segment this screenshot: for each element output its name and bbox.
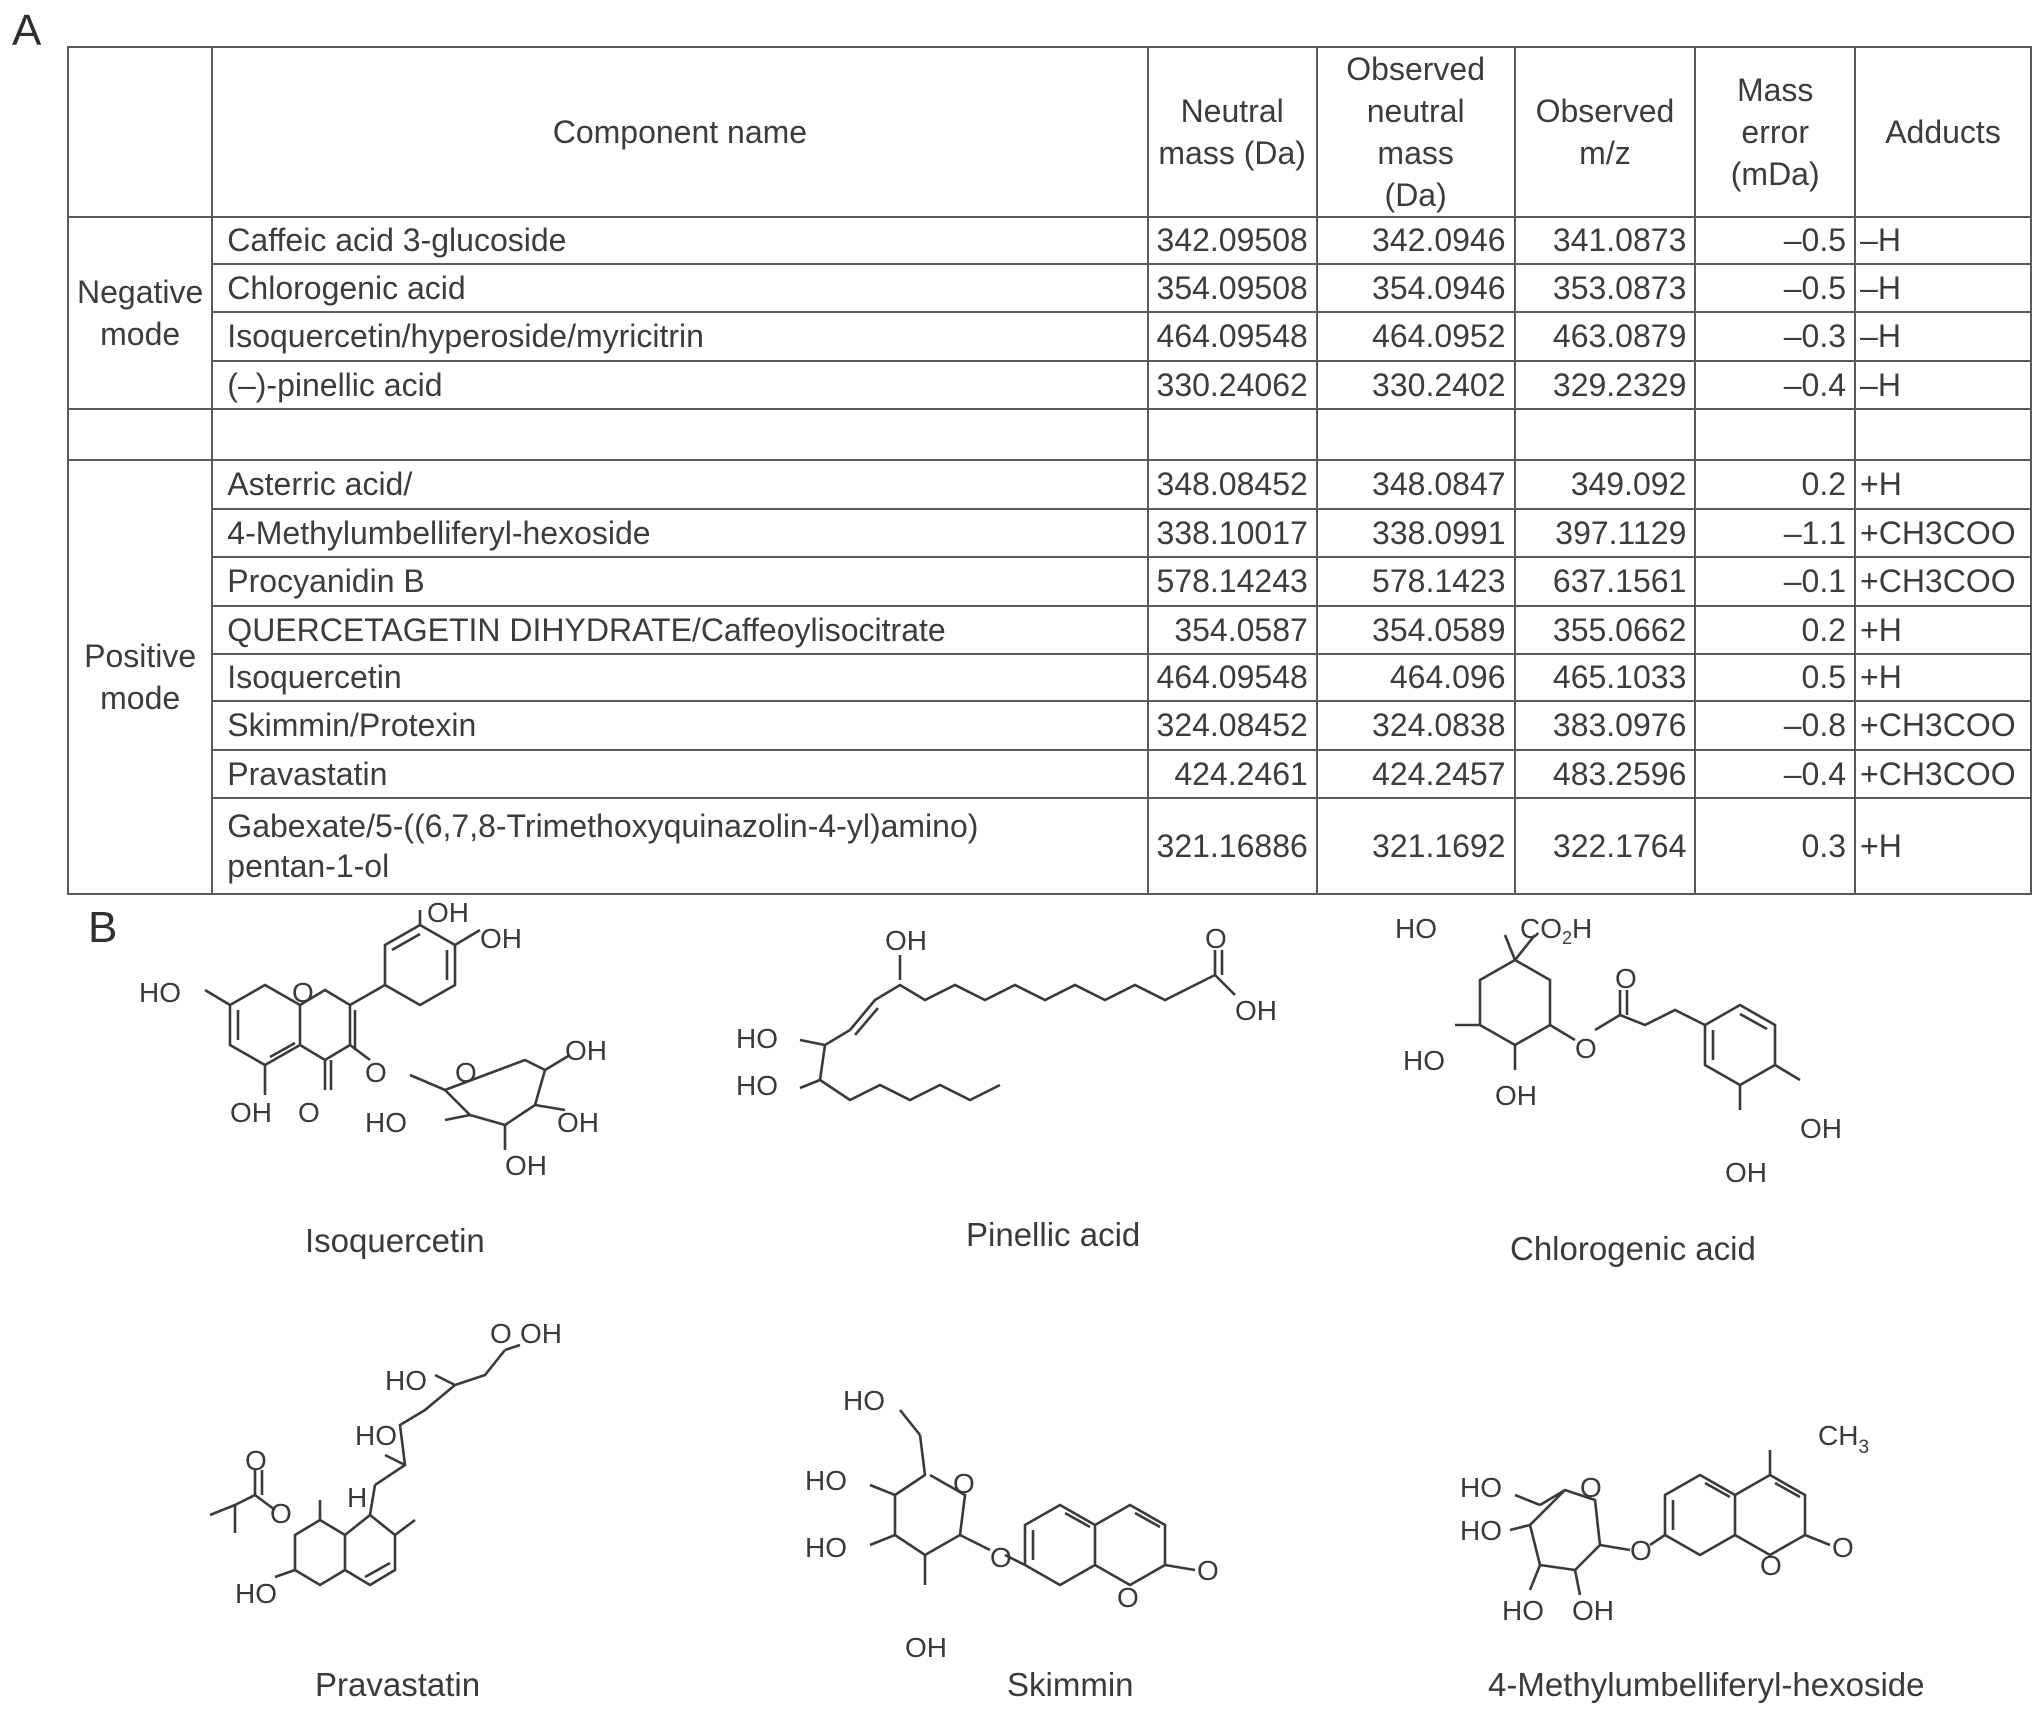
observed-mass: 424.2457 — [1317, 750, 1515, 798]
component-name: 4-Methylumbelliferyl-hexoside — [212, 509, 1147, 557]
neutral-mass: 348.08452 — [1148, 460, 1317, 509]
header-blank — [68, 47, 212, 217]
skimmin-label-oh-bottom: OH — [905, 1632, 947, 1663]
neutral-mass: 464.09548 — [1148, 312, 1317, 361]
table-row — [68, 312, 2031, 361]
mass-error: 0.2 — [1695, 606, 1855, 654]
chloro-label-o-carbonyl: O — [1615, 963, 1637, 994]
prava-label-o-carb: O — [245, 1445, 267, 1476]
methylumb-label-ch3: $CH_3$ — [1818, 1420, 1870, 1458]
observed-mass: 464.096 — [1317, 654, 1515, 701]
methylumb-caption: 4-Methylumbelliferyl-hexoside — [1488, 1666, 1925, 1703]
adduct: +CH3COO — [1855, 750, 2031, 798]
observed-mass: 354.0589 — [1317, 606, 1515, 654]
pinellic-label-oh-acid: OH — [1235, 995, 1277, 1026]
observed-mass: 342.0946 — [1317, 217, 1515, 264]
observed-mz: 483.2596 — [1515, 750, 1696, 798]
mass-error: –0.4 — [1695, 750, 1855, 798]
neutral-mass: 342.09508 — [1148, 217, 1317, 264]
chlorogenic-caption: Chlorogenic acid — [1510, 1230, 1756, 1267]
component-name: Asterric acid/ — [212, 460, 1147, 509]
isoq-label-oh-right: OH — [480, 923, 522, 954]
observed-mz: 355.0662 — [1515, 606, 1696, 654]
observed-mz: 463.0879 — [1515, 312, 1696, 361]
mass-error: –0.3 — [1695, 312, 1855, 361]
observed-mass: 321.1692 — [1317, 798, 1515, 894]
methylumb-label-o-carb: O — [1832, 1532, 1854, 1563]
component-name: Procyanidin B — [212, 557, 1147, 606]
mass-error: 0.3 — [1695, 798, 1855, 894]
observed-mz: 353.0873 — [1515, 264, 1696, 312]
isoq-label-o-sugar: O — [455, 1057, 477, 1088]
skimmin-label-ho-2: HO — [805, 1532, 847, 1563]
table-row — [68, 361, 2031, 409]
chloro-label-oh-ar2: OH — [1725, 1157, 1767, 1188]
results-table — [67, 46, 2032, 895]
table-row — [68, 509, 2031, 557]
skimmin-label-o-lactone: O — [1117, 1582, 1139, 1613]
skimmin-label-o-carb: O — [1197, 1555, 1219, 1586]
pinellic-label-o-acid: O — [1205, 923, 1227, 954]
adduct: –H — [1855, 312, 2031, 361]
mass-error: 0.5 — [1695, 654, 1855, 701]
adduct: +H — [1855, 798, 2031, 894]
component-name: Chlorogenic acid — [212, 264, 1147, 312]
chloro-label-oh-ar1: OH — [1800, 1113, 1842, 1144]
adduct: +CH3COO — [1855, 701, 2031, 750]
skimmin-drawing — [795, 1385, 1295, 1675]
header-mass-error: Mass error (mDa) — [1695, 47, 1855, 217]
observed-mz: 322.1764 — [1515, 798, 1696, 894]
table-row — [68, 264, 2031, 312]
header-adducts: Adducts — [1855, 47, 2031, 217]
table-row — [68, 701, 2031, 750]
table-row — [68, 460, 2031, 509]
adduct: +H — [1855, 460, 2031, 509]
component-name: Isoquercetin/hyperoside/myricitrin — [212, 312, 1147, 361]
table-row — [68, 606, 2031, 654]
component-name: Pravastatin — [212, 750, 1147, 798]
observed-mass: 338.0991 — [1317, 509, 1515, 557]
chloro-label-ho-left: HO — [1403, 1045, 1445, 1076]
observed-mz: 465.1033 — [1515, 654, 1696, 701]
header-row — [68, 47, 2031, 217]
neutral-mass: 354.0587 — [1148, 606, 1317, 654]
adduct: +H — [1855, 654, 2031, 701]
negative-mode-label: Negative mode — [68, 217, 212, 409]
chloro-label-o-ester: O — [1575, 1033, 1597, 1064]
skimmin-label-o-link: O — [990, 1542, 1012, 1573]
observed-mass: 464.0952 — [1317, 312, 1515, 361]
table-row — [68, 217, 2031, 264]
chloro-label-co2h: $CO_2H$ — [1520, 913, 1593, 948]
component-name: (–)-pinellic acid — [212, 361, 1147, 409]
methylumb-label-ho-1: HO — [1460, 1515, 1502, 1546]
prava-label-ho-2: HO — [355, 1420, 397, 1451]
isoq-label-oh-ch2: OH — [565, 1035, 607, 1066]
isoq-label-ho-left: HO — [139, 977, 181, 1008]
isoquercetin-caption: Isoquercetin — [305, 1222, 485, 1259]
methylumb-label-oh-b: OH — [1572, 1595, 1614, 1626]
positive-mode-label: Positive mode — [68, 460, 212, 894]
mass-error: –0.4 — [1695, 361, 1855, 409]
pravastatin-drawing — [195, 1315, 595, 1675]
observed-mass: 578.1423 — [1317, 557, 1515, 606]
methylumb-structure — [1460, 1405, 1980, 1675]
methylumb-label-ho-2: HO — [1502, 1595, 1544, 1626]
adduct: +CH3COO — [1855, 557, 2031, 606]
prava-label-oh-top: OH — [520, 1318, 562, 1349]
component-name: Gabexate/5-((6,7,8-Trimethoxyquinazolin-4-yl)amino) pentan-1-ol — [212, 798, 1147, 894]
pravastatin-caption: Pravastatin — [315, 1666, 481, 1703]
isoq-label-o-link: O — [365, 1057, 387, 1088]
component-name: Caffeic acid 3-glucoside — [212, 217, 1147, 264]
adduct: –H — [1855, 217, 2031, 264]
neutral-mass: 424.2461 — [1148, 750, 1317, 798]
observed-mass: 330.2402 — [1317, 361, 1515, 409]
header-observed-neutral-mass: Observed neutral mass (Da) — [1317, 47, 1515, 217]
adduct: +CH3COO — [1855, 509, 2031, 557]
chloro-label-oh-bottom: OH — [1495, 1080, 1537, 1111]
neutral-mass: 578.14243 — [1148, 557, 1317, 606]
neutral-mass: 324.08452 — [1148, 701, 1317, 750]
skimmin-structure — [795, 1385, 1295, 1675]
pinellic-label-ho-low: HO — [736, 1070, 778, 1101]
header-component-name: Component name — [212, 47, 1147, 217]
mass-error: –0.8 — [1695, 701, 1855, 750]
neutral-mass: 354.09508 — [1148, 264, 1317, 312]
isoquercetin-drawing — [125, 897, 645, 1210]
panel-label-b: B — [88, 903, 118, 952]
isoq-label-oh-sugar-r: OH — [557, 1107, 599, 1138]
isoquercetin-structure — [125, 897, 645, 1210]
header-neutral-mass: Neutral mass (Da) — [1148, 47, 1317, 217]
observed-mz: 341.0873 — [1515, 217, 1696, 264]
isoq-label-o-keto: O — [298, 1097, 320, 1128]
table-row — [68, 750, 2031, 798]
isoq-label-o-ring: O — [292, 977, 314, 1008]
adduct: –H — [1855, 361, 2031, 409]
observed-mass: 324.0838 — [1317, 701, 1515, 750]
isoq-label-oh-top: OH — [427, 897, 469, 928]
chloro-label-ho-top: HO — [1395, 913, 1437, 944]
pinellic-caption: Pinellic acid — [966, 1216, 1141, 1253]
mass-error: –0.5 — [1695, 217, 1855, 264]
adduct: –H — [1855, 264, 2031, 312]
skimmin-caption: Skimmin — [1007, 1666, 1134, 1703]
component-name: Skimmin/Protexin — [212, 701, 1147, 750]
adduct: +H — [1855, 606, 2031, 654]
observed-mz: 637.1561 — [1515, 557, 1696, 606]
pravastatin-structure — [195, 1315, 595, 1675]
neutral-mass: 464.09548 — [1148, 654, 1317, 701]
observed-mass: 348.0847 — [1317, 460, 1515, 509]
observed-mz: 349.092 — [1515, 460, 1696, 509]
methylumb-label-ho-top: HO — [1460, 1472, 1502, 1503]
pinellic-structure — [730, 923, 1310, 1200]
skimmin-label-o-ring: O — [953, 1468, 975, 1499]
isoq-label-ho-sugar: HO — [365, 1107, 407, 1138]
panel-label-a: A — [12, 6, 42, 55]
methylumb-label-o-ring: O — [1580, 1472, 1602, 1503]
pinellic-drawing — [730, 923, 1310, 1200]
table-row — [68, 557, 2031, 606]
component-name: Isoquercetin — [212, 654, 1147, 701]
component-name: QUERCETAGETIN DIHYDRATE/Caffeoylisocitrate — [212, 606, 1147, 654]
isoq-label-oh-sugar-b: OH — [505, 1150, 547, 1181]
chlorogenic-structure — [1395, 910, 1915, 1200]
prava-label-h: H — [347, 1482, 368, 1513]
neutral-mass: 338.10017 — [1148, 509, 1317, 557]
methylumb-label-o-lactone: O — [1760, 1550, 1782, 1581]
prava-label-ho-1: HO — [385, 1365, 427, 1396]
skimmin-label-ho-top: HO — [843, 1385, 885, 1416]
observed-mass: 354.0946 — [1317, 264, 1515, 312]
spacer-row — [68, 409, 2031, 460]
chlorogenic-drawing — [1395, 910, 1915, 1200]
observed-mz: 329.2329 — [1515, 361, 1696, 409]
table-row — [68, 654, 2031, 701]
prava-label-o-top: O — [490, 1318, 512, 1349]
skimmin-label-ho-1: HO — [805, 1465, 847, 1496]
prava-label-o-ester: O — [270, 1498, 292, 1529]
pinellic-label-ho-mid: HO — [736, 1023, 778, 1054]
methylumb-drawing — [1460, 1405, 1980, 1675]
observed-mz: 397.1129 — [1515, 509, 1696, 557]
prava-label-ho-ring: HO — [235, 1578, 277, 1609]
header-observed-mz: Observed m/z — [1515, 47, 1696, 217]
observed-mz: 383.0976 — [1515, 701, 1696, 750]
isoq-label-oh-bottom: OH — [230, 1097, 272, 1128]
neutral-mass: 330.24062 — [1148, 361, 1317, 409]
mass-error: –0.1 — [1695, 557, 1855, 606]
table-row — [68, 798, 2031, 894]
mass-error: –0.5 — [1695, 264, 1855, 312]
methylumb-label-o-link: O — [1630, 1535, 1652, 1566]
mass-error: –1.1 — [1695, 509, 1855, 557]
neutral-mass: 321.16886 — [1148, 798, 1317, 894]
mass-error: 0.2 — [1695, 460, 1855, 509]
pinellic-label-oh-top: OH — [885, 925, 927, 956]
